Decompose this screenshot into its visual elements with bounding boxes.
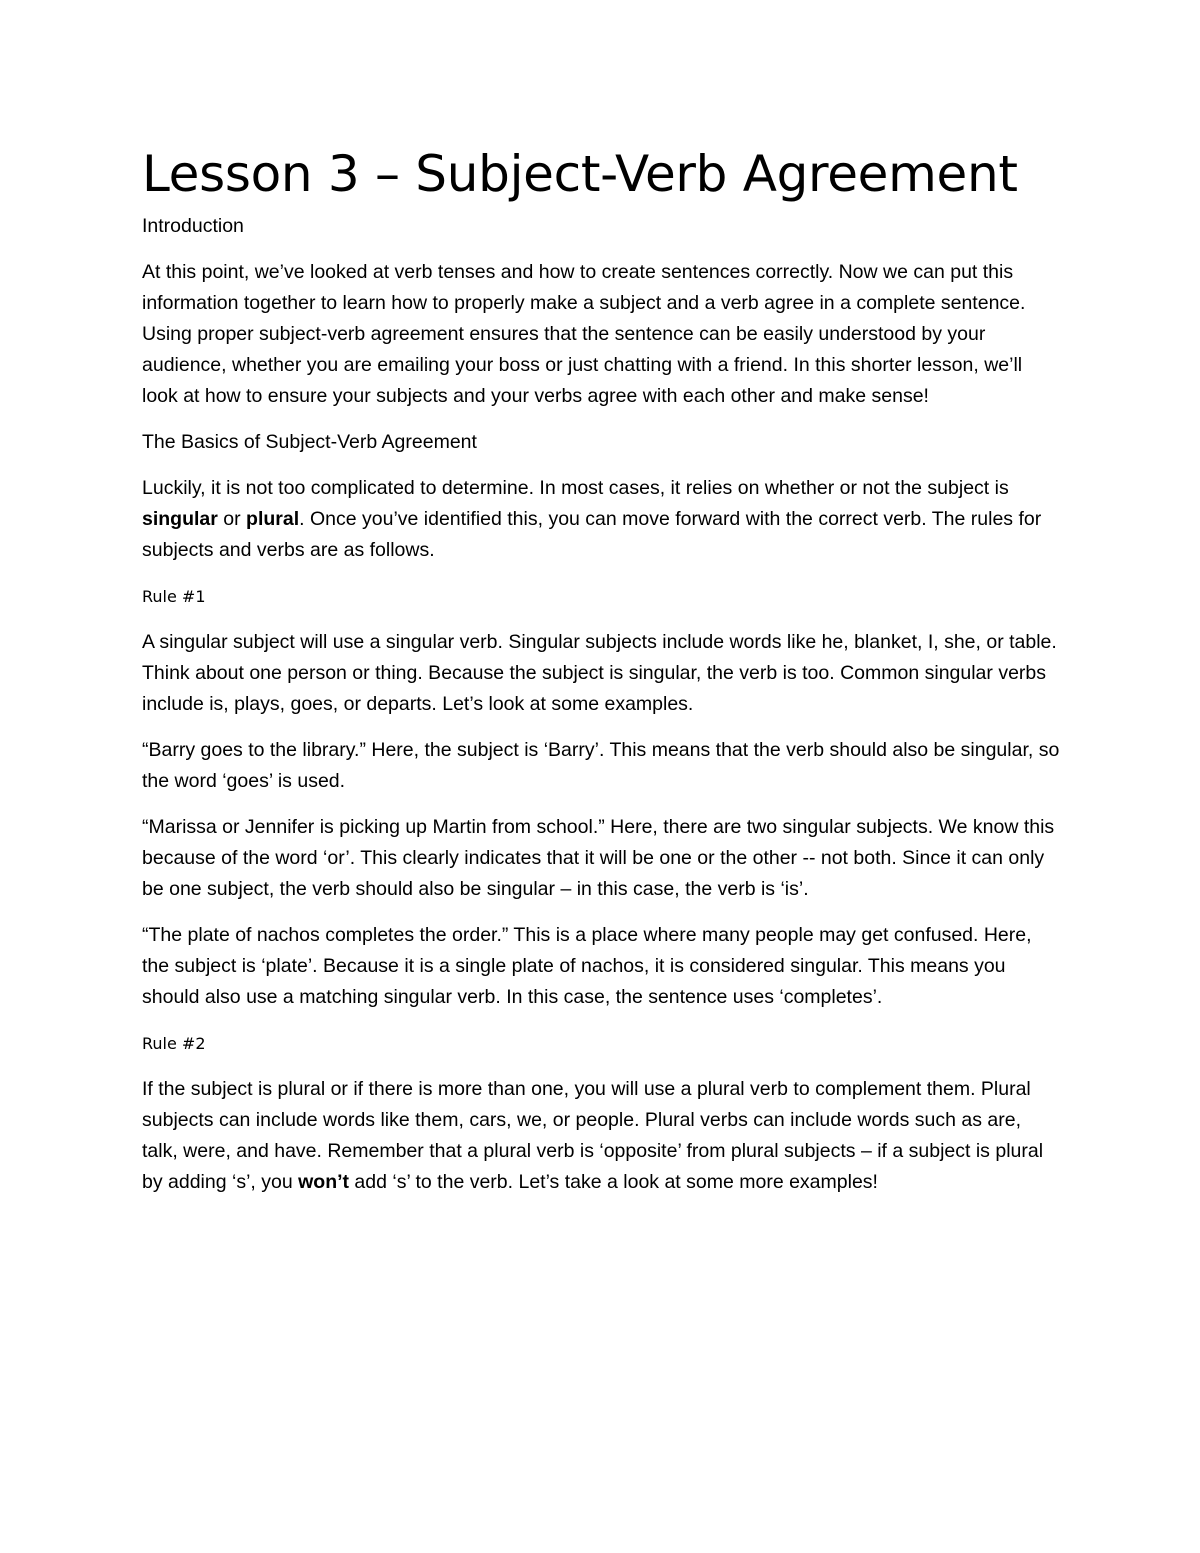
- basics-text-part: Luckily, it is not too complicated to determine. In most cases, it relies on whether or not the subject is: [142, 477, 1009, 499]
- rule-2-text-part: add ‘s’ to the verb. Let’s take a look at some more examples!: [349, 1171, 878, 1193]
- basics-paragraph: [142, 473, 1062, 566]
- rule-1-label: Rule #1: [142, 587, 206, 606]
- section-heading-introduction: Introduction: [142, 215, 244, 237]
- rule-1-example-1: “Barry goes to the library.” Here, the subject is ‘Barry’. This means that the verb should also be singular, so the word ‘goes’ is used.: [142, 739, 1060, 792]
- basics-text-part: or: [217, 508, 247, 530]
- term-singular: singular: [142, 508, 218, 530]
- rule-2-label: Rule #2: [142, 1034, 206, 1053]
- term-plural: plural: [246, 508, 300, 530]
- rule-1-example-3: “The plate of nachos completes the order.” This is a place where many people may get confused. Here, the subject is ‘plate’. Because it is a single plate of nachos, it is considered singular. This means you should also use a matching singular verb. In this case, the sentence uses ‘completes’.: [142, 924, 1032, 1008]
- term-wont: won’t: [298, 1171, 350, 1193]
- rule-2-text-part: If the subject is plural or if there is more than one, you will use a plural verb to complement them. Plural subjects can include words like them, cars, we, or people. Plural verbs can include words such as are, talk, were, and have. Remember that a plural verb is ‘opposite’ from plural subjects – if a subject is plural by adding ‘s’, you: [142, 1078, 1044, 1193]
- rule-1-paragraph: A singular subject will use a singular verb. Singular subjects include words like he, blanket, I, she, or table. Think about one person or thing. Because the subject is singular, the verb is too. Common singular verbs include is, plays, goes, or departs. Let’s look at some examples.: [142, 631, 1057, 715]
- document-page: [142, 0, 1062, 1198]
- rule-1-example-2: “Marissa or Jennifer is picking up Martin from school.” Here, there are two singular subjects. We know this because of the word ‘or’. This clearly indicates that it will be one or the other -- not both. Since it can only be one subject, the verb should also be singular – in this case, the verb is ‘is’.: [142, 816, 1055, 900]
- rule-2-paragraph: [142, 1074, 1062, 1198]
- page-title: Lesson 3 – Subject-Verb Agreement: [142, 145, 1018, 203]
- intro-paragraph: At this point, we’ve looked at verb tenses and how to create sentences correctly. Now we can put this information together to learn how to properly make a subject and a verb agree in a complete sentence. Using proper subject-verb agreement ensures that the sentence can be easily understood by your audience, whether you are emailing your boss or just chatting with a friend. In this shorter lesson, we’ll look at how to ensure your subjects and your verbs agree with each other and make sense!: [142, 261, 1026, 407]
- basics-text-part: . Once you’ve identified this, you can move forward with the correct verb. The rules for subjects and verbs are as follows.: [142, 508, 1042, 561]
- section-heading-basics: The Basics of Subject-Verb Agreement: [142, 431, 477, 453]
